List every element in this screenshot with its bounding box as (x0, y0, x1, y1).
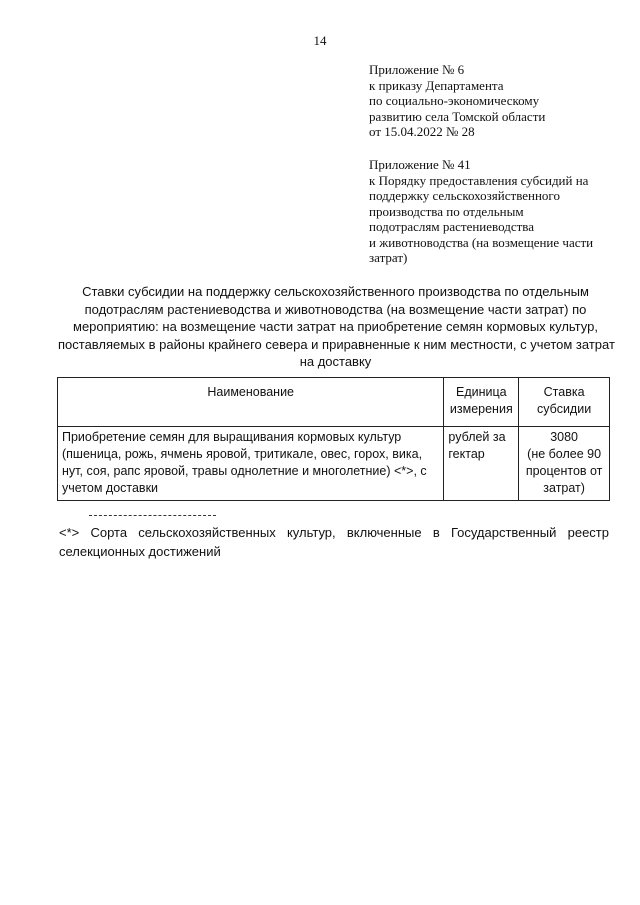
header-unit-line: Единица (456, 385, 507, 399)
cell-unit (444, 427, 519, 501)
table-header-row (58, 378, 610, 427)
page-number: 14 (313, 33, 327, 48)
appendix-line: Приложение № 6 (369, 62, 465, 77)
subsidy-rates-table (57, 377, 610, 501)
cell-unit-line: гектар (448, 447, 485, 461)
footnote-line: <*> Сорта сельскохозяйственных культур, включенные в Государственный реестр (59, 525, 609, 540)
cell-rate (519, 427, 610, 501)
appendix-line: от 15.04.2022 № 28 (369, 124, 475, 139)
appendix-line: затрат) (369, 250, 408, 265)
cell-rate-line: процентов от (525, 464, 603, 478)
header-unit (444, 378, 519, 427)
header-unit-line: измерения (449, 402, 513, 416)
appendix-block-order (369, 62, 624, 140)
heading-line: мероприятию: на возмещение части затрат на приобретение семян кормовых культур, (73, 319, 598, 334)
heading-line: поставляемых в районы крайнего севера и приравненные к ним местности, с учетом затрат (58, 336, 615, 352)
appendix-line: и животноводства (на возмещение части (369, 234, 594, 250)
cell-name-line: (пшеница, рожь, ячмень яровой, тритикале, овес, горох, вика, (62, 447, 423, 461)
footnote (59, 523, 609, 561)
appendix-block-procedure (369, 157, 624, 266)
cell-unit-line: рублей за (448, 430, 506, 444)
header-rate-line: субсидии (537, 402, 592, 416)
cell-rate-line: затрат) (543, 481, 585, 495)
header-name (58, 378, 444, 427)
appendix-line: поддержку сельскохозяйственного (369, 188, 560, 203)
appendix-line: к Порядку предоставления субсидий на (369, 172, 589, 188)
heading-line: Ставки субсидии на поддержку сельскохозяйственного производства по отдельным (82, 284, 589, 299)
appendix-line: Приложение № 41 (369, 157, 471, 172)
cell-name-line: нут, соя, рапс яровой, травы однолетние и многолетние) <*>, с (62, 464, 427, 478)
header-name-label: Наименование (207, 385, 295, 399)
appendix-line: к приказу Департамента (369, 77, 504, 93)
appendix-line: по социально-экономическому (369, 93, 540, 108)
footnote-line: селекционных достижений (59, 544, 221, 559)
appendix-line: развитию села Томской области (369, 108, 546, 124)
header-rate (519, 378, 610, 427)
cell-rate-line: (не более 90 (527, 447, 602, 461)
cell-name (58, 427, 444, 501)
cell-name-line: Приобретение семян для выращивания кормовых культур (62, 430, 402, 444)
heading-line: подотраслям растениеводства и животноводства (на возмещение части затрат) по (84, 301, 587, 317)
header-rate-line: Ставка (543, 385, 585, 399)
footnote-separator (89, 515, 216, 516)
cell-name-line: учетом доставки (62, 481, 159, 495)
table-row (58, 427, 610, 501)
cell-rate-line: 3080 (550, 430, 579, 444)
document-heading (58, 283, 613, 371)
appendix-line: подотраслям растениеводства (369, 219, 535, 234)
appendix-line: производства по отдельным (369, 203, 524, 219)
heading-line: на доставку (299, 354, 372, 369)
